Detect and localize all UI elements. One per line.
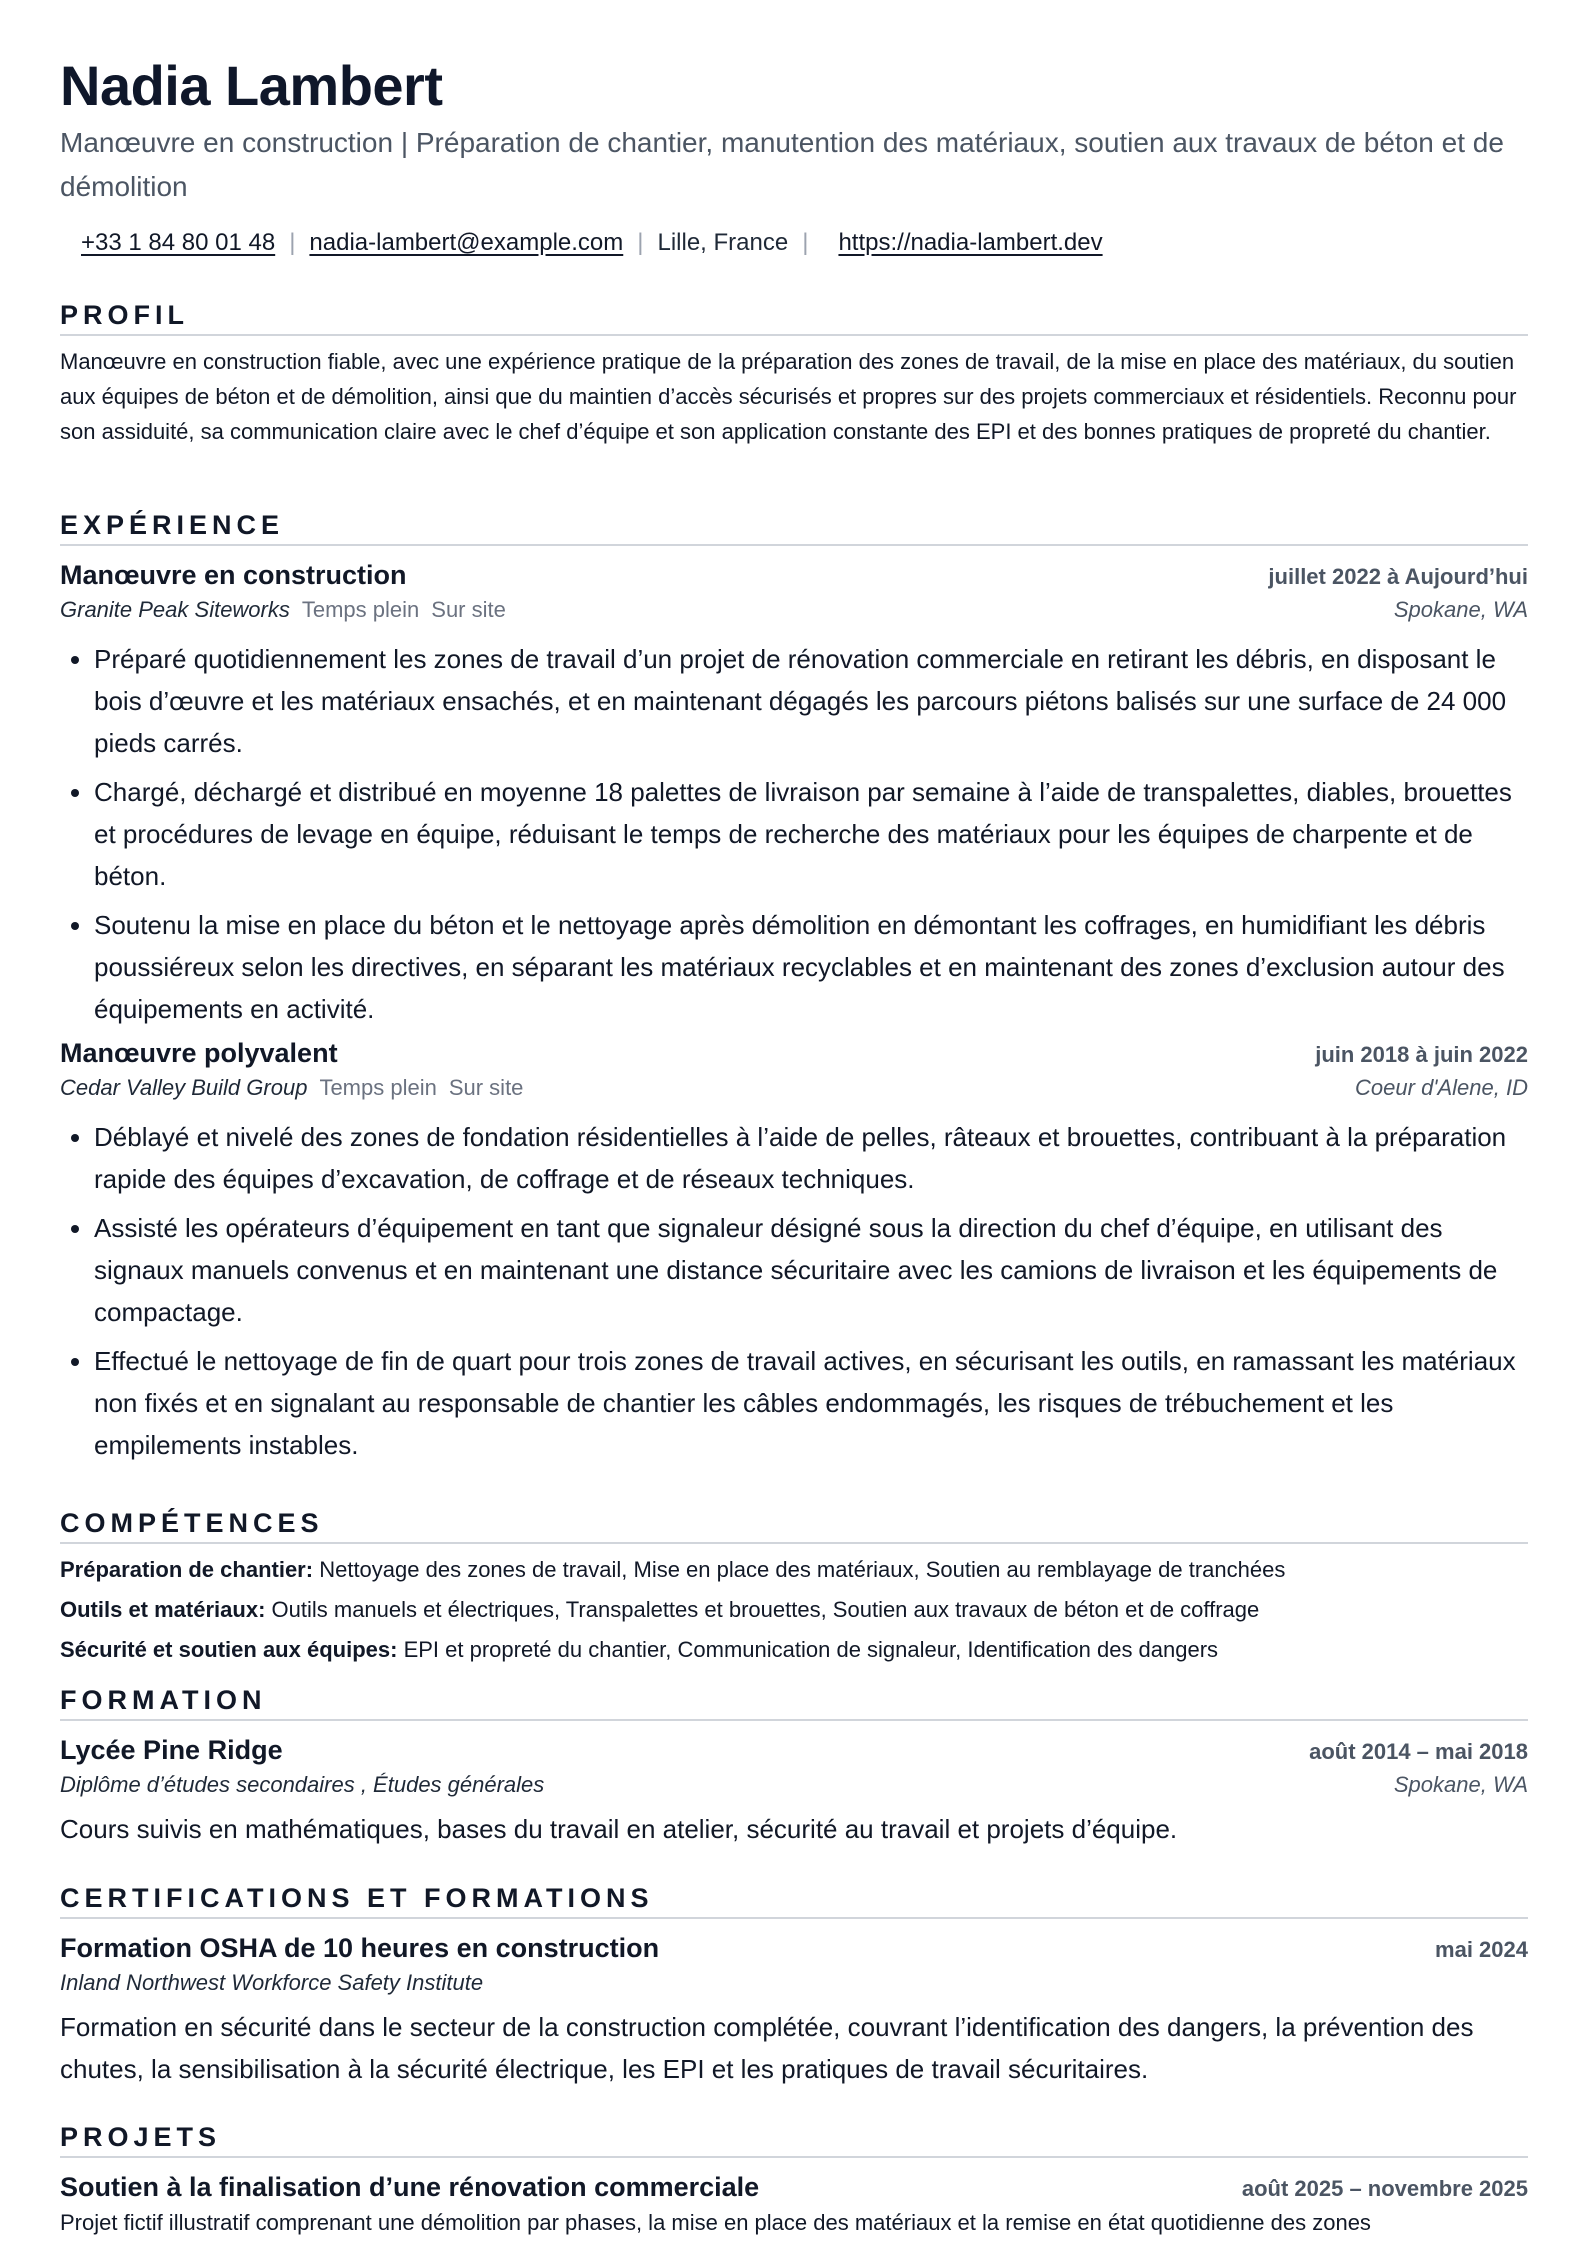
job-location: Spokane, WA [1393,597,1528,622]
phone-link[interactable]: +33 1 84 80 01 48 [81,229,276,256]
skill-label: Préparation de chantier: [60,1557,314,1582]
employment-type: Temps plein [319,1075,437,1100]
school-name: Lycée Pine Ridge [60,1735,283,1765]
skill-row [60,1550,1528,1590]
separator: | [637,229,644,256]
list-item: • Chargé, déchargé et distribué en moyenne 18 palettes de livraison par semaine à l’aide de transpalettes, diables, brouettes et procédures de levage en équipe, réduisant le temps de recherche des matériaux pour les équipes de charpente et de béton. [94,771,1528,897]
project-text: Projet fictif illustratif comprenant une démolition par phases, la mise en place des matériaux et la remise en état quotidienne des zones [60,2210,1371,2235]
work-mode: Sur site [431,597,506,622]
job-entry [60,1038,1528,1466]
list-item: • Soutenu la mise en place du béton et le nettoyage après démolition en démontant les coffrages, en humidifiant les débris poussiéreux selon les directives, en séparant les matériaux recyclables et en maintenant des zones d’exclusion autour des équipements en activité. [94,904,1528,1030]
education-section [60,1683,1528,1850]
education-location: Spokane, WA [1393,1772,1528,1797]
project-name: Soutien à la finalisation d’une rénovation commerciale [60,2172,760,2202]
location-text: Lille, France [657,229,789,256]
work-mode: Sur site [448,1075,524,1100]
skill-row [60,1630,1528,1670]
skill-label: Sécurité et soutien aux équipes: [60,1637,398,1662]
certification-date: mai 2024 [1435,1937,1528,1962]
education-text: Cours suivis en mathématiques, bases du travail en atelier, sécurité au travail et projets d’équipe. [60,1814,1178,1844]
skill-row [60,1590,1528,1630]
certifications-section [60,1881,1528,2090]
job-title: Manœuvre en construction [60,560,407,590]
skill-value: EPI et propreté du chantier, Communication de signaleur, Identification des dangers [403,1637,1219,1662]
job-dates: juillet 2022 à Aujourd’hui [1268,564,1528,589]
certification-text: Formation en sécurité dans le secteur de la construction complétée, couvrant l’identification des dangers, la prévention des chutes, la sensibilisation à la sécurité électrique, les EPI et les pratiques de travail sécuritaires. [60,2012,1474,2084]
headline: Manœuvre en construction | Préparation de chantier, manutention des matériaux, soutien aux travaux de béton et de démolition [60,127,1504,202]
list-item: • Déblayé et nivelé des zones de fondation résidentielles à l’aide de pelles, râteaux et brouettes, contribuant à la préparation rapide des équipes d’excavation, de coffrage et de réseaux techniques. [94,1116,1528,1200]
project-dates: août 2025 – novembre 2025 [1241,2176,1528,2201]
section-title: CERTIFICATIONS ET FORMATIONS [60,1881,1528,1919]
website-link[interactable]: https://nadia-lambert.dev [838,229,1103,256]
list-item: • Préparé quotidiennement les zones de travail d’un projet de rénovation commerciale en retirant les débris, en disposant le bois d’œuvre et les matériaux ensachés, et en maintenant dégagés les parcours piétons balisés sur une surface de 24 000 pieds carrés. [94,638,1528,764]
company-name: Granite Peak Siteworks [60,597,290,622]
contact-bar [81,229,1103,257]
degree: Diplôme d’études secondaires , Études générales [60,1772,545,1797]
job-bullets [60,638,1528,1030]
list-item: • Assisté les opérateurs d’équipement en tant que signaleur désigné sous la direction du chef d’équipe, en utilisant des signaux manuels convenus et en maintenant une distance sécuritaire avec les camions de livraison et les équipements de compactage. [94,1207,1528,1333]
separator: | [802,229,809,256]
profile-section [60,298,1528,449]
profile-text: Manœuvre en construction fiable, avec une expérience pratique de la préparation des zones de travail, de la mise en place des matériaux, du soutien aux équipes de béton et de démolition, ainsi que du maintien d’accès sécurisés et propres sur des projets commerciaux et résidentiels. Reconnu pour son assiduité, sa communication claire avec le chef d’équipe et son application constante des EPI et des bonnes pratiques de propreté du chantier. [60,349,1517,444]
certification-issuer: Inland Northwest Workforce Safety Institute [60,1970,484,1995]
section-title: PROJETS [60,2120,1528,2158]
email-link[interactable]: nadia-lambert@example.com [309,229,624,256]
job-entry [60,560,1528,1030]
skills-section [60,1506,1528,1670]
list-item: • Effectué le nettoyage de fin de quart pour trois zones de travail actives, en sécurisant les outils, en ramassant les matériaux non fixés et en signalant au responsable de chantier les câbles endommagés, les risques de trébuchement et les empilements instables. [94,1340,1528,1466]
job-bullets [60,1116,1528,1466]
candidate-name: Nadia Lambert [60,54,443,117]
company-name: Cedar Valley Build Group [60,1075,308,1100]
section-title: EXPÉRIENCE [60,508,1528,546]
skill-value: Outils manuels et électriques, Transpalettes et brouettes, Soutien aux travaux de béton et de coffrage [271,1597,1260,1622]
separator: | [289,229,296,256]
education-dates: août 2014 – mai 2018 [1309,1739,1528,1764]
section-title: PROFIL [60,298,1528,336]
projects-section [60,2120,1528,2240]
section-title: COMPÉTENCES [60,1506,1528,1544]
job-location: Coeur d'Alene, ID [1355,1075,1528,1100]
employment-type: Temps plein [301,597,420,622]
skill-label: Outils et matériaux: [60,1597,266,1622]
certification-name: Formation OSHA de 10 heures en construction [60,1933,660,1963]
skill-value: Nettoyage des zones de travail, Mise en place des matériaux, Soutien au remblayage de tranchées [319,1557,1286,1582]
job-dates: juin 2018 à juin 2022 [1315,1042,1528,1067]
section-title: FORMATION [60,1683,1528,1721]
job-title: Manœuvre polyvalent [60,1038,338,1068]
experience-section [60,508,1528,1473]
